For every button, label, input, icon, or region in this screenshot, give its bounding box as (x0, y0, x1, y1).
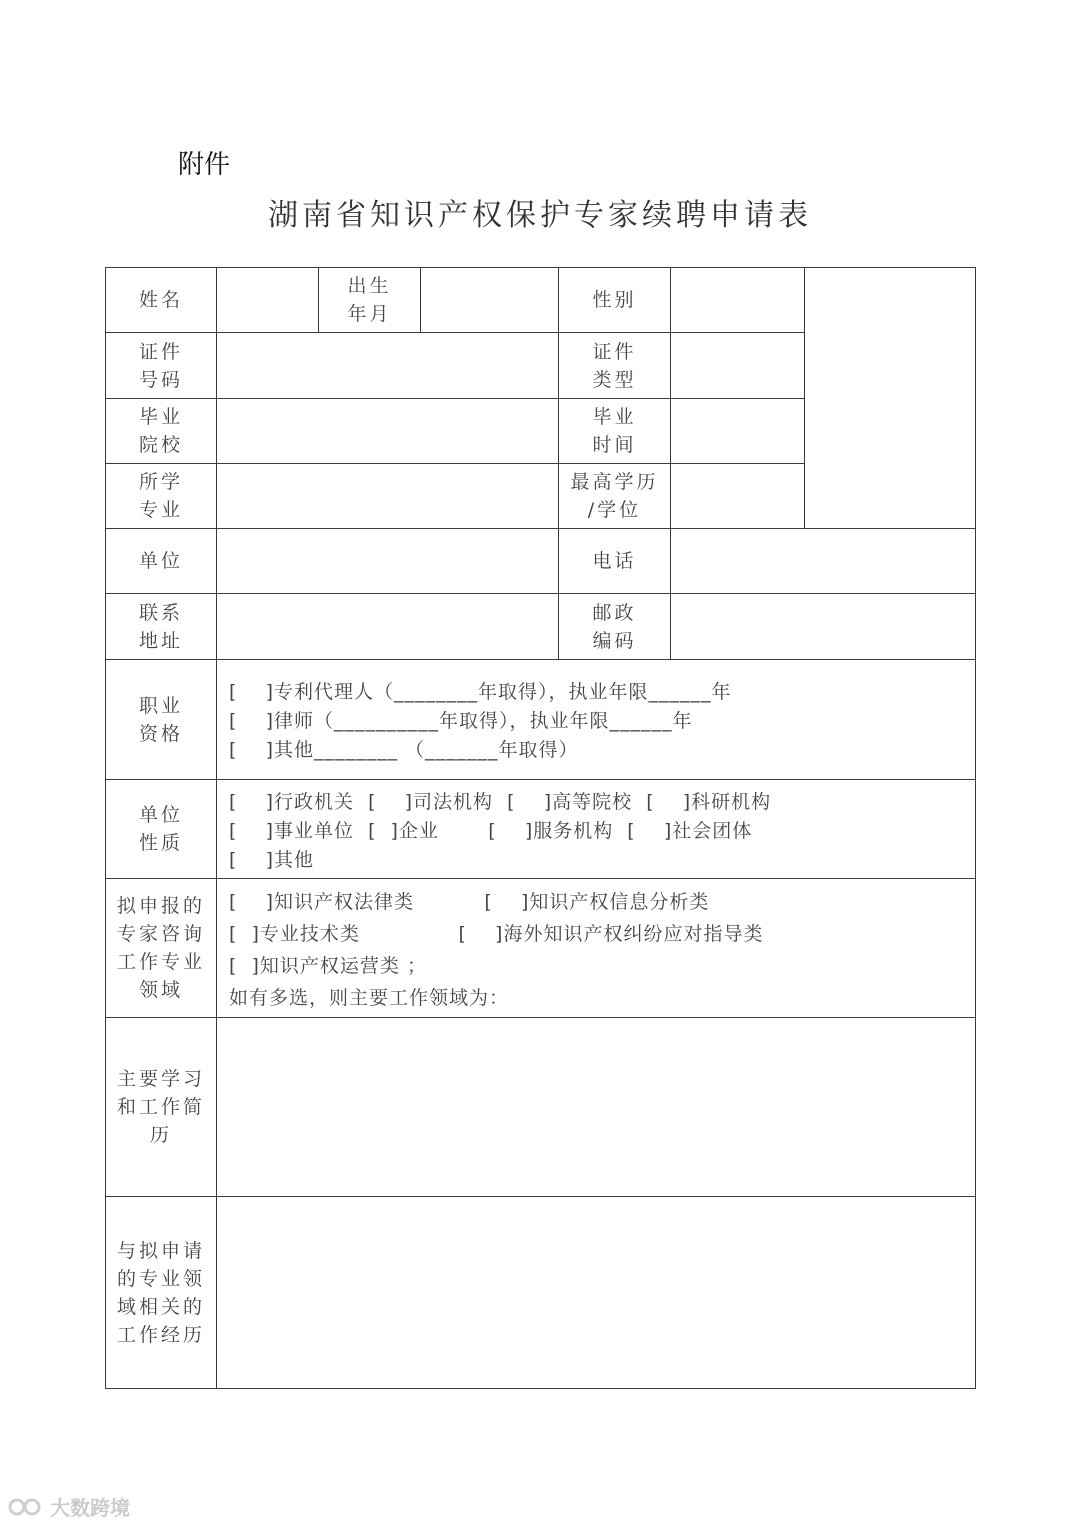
org-nature-line-3[interactable]: [ ]其他 (229, 848, 314, 871)
field-major[interactable] (216, 463, 559, 529)
label-major (105, 463, 217, 529)
label-major-text: 所学 专业 (138, 471, 183, 521)
qualification-other[interactable]: [ ]其他________ （_______年取得） (229, 739, 579, 761)
label-birth (318, 267, 421, 333)
label-school-text: 毕业 院校 (138, 406, 183, 456)
label-experience (105, 1196, 217, 1389)
label-org-nature (105, 779, 217, 879)
field-name[interactable] (216, 267, 319, 333)
label-qualification-text: 职业 资格 (138, 694, 183, 745)
label-gender-text: 性别 (592, 289, 637, 311)
watermark-text: 大数跨境 (50, 1496, 130, 1520)
field-degree[interactable] (670, 463, 805, 529)
field-gender[interactable] (670, 267, 805, 333)
field-options[interactable] (216, 878, 976, 1018)
photo-box[interactable] (804, 267, 976, 529)
field-experience[interactable] (216, 1196, 976, 1389)
label-id-type (558, 332, 671, 399)
field-employer[interactable] (216, 528, 559, 594)
form-title: 湖南省知识产权保护专家续聘申请表 (268, 198, 812, 233)
field-birth[interactable] (420, 267, 559, 333)
field-address[interactable] (216, 593, 559, 660)
label-id-number (105, 332, 217, 399)
attachment-label: 附件 (178, 150, 231, 180)
label-resume (105, 1017, 217, 1197)
qualification-options[interactable] (216, 659, 976, 780)
label-gender (558, 267, 671, 333)
label-degree-text: 最高学历 /学位 (570, 471, 659, 521)
watermark (8, 1492, 130, 1521)
watermark-logo-icon (8, 1495, 44, 1519)
field-line-2[interactable]: [ ]专业技术类 [ ]海外知识产权纠纷应对指导类 (229, 923, 764, 945)
qualification-lawyer[interactable]: [ ]律师（__________年取得），执业年限______年 (229, 710, 693, 732)
field-phone[interactable] (670, 528, 976, 594)
label-resume-text: 主要学习 和工作简 历 (116, 1068, 205, 1146)
label-employer-text: 单位 (138, 550, 183, 572)
org-nature-line-1[interactable]: [ ]行政机关 [ ]司法机构 [ ]高等院校 [ ]科研机构 (229, 790, 772, 813)
label-grad-time (558, 398, 671, 464)
label-phone (558, 528, 671, 594)
field-grad-time[interactable] (670, 398, 805, 464)
label-id-type-text: 证件 类型 (592, 340, 637, 391)
label-experience-text: 与拟申请 的专业领 域相关的 工作经历 (116, 1239, 205, 1346)
label-org-nature-text: 单位 性质 (138, 804, 183, 854)
field-resume[interactable] (216, 1017, 976, 1197)
field-main-note: 如有多选，则主要工作领域为： (229, 987, 510, 1009)
label-postcode-text: 邮政 编码 (592, 601, 637, 652)
field-id-number[interactable] (216, 332, 559, 399)
label-qualification (105, 659, 217, 780)
label-name-text: 姓名 (138, 289, 183, 311)
label-degree (558, 463, 671, 529)
field-line-3[interactable]: [ ]知识产权运营类 ； (229, 955, 427, 977)
label-postcode (558, 593, 671, 660)
label-address (105, 593, 217, 660)
field-id-type[interactable] (670, 332, 805, 399)
label-employer (105, 528, 217, 594)
label-address-text: 联系 地址 (138, 601, 183, 652)
label-phone-text: 电话 (592, 550, 637, 572)
label-school (105, 398, 217, 464)
org-nature-options[interactable] (216, 779, 976, 879)
label-field-text: 拟申报的 专家咨询 工作专业 领域 (116, 895, 205, 1001)
org-nature-line-2[interactable]: [ ]事业单位 [ ]企业 [ ]服务机构 [ ]社会团体 (229, 819, 753, 842)
field-school[interactable] (216, 398, 559, 464)
label-id-number-text: 证件 号码 (138, 340, 183, 391)
field-postcode[interactable] (670, 593, 976, 660)
field-line-1[interactable]: [ ]知识产权法律类 [ ]知识产权信息分析类 (229, 891, 710, 913)
label-name (105, 267, 217, 333)
label-field (105, 878, 217, 1018)
label-grad-time-text: 毕业 时间 (592, 406, 637, 456)
qualification-patent-agent[interactable]: [ ]专利代理人（________年取得），执业年限______年 (229, 681, 732, 703)
label-birth-text: 出生 年月 (347, 275, 392, 325)
